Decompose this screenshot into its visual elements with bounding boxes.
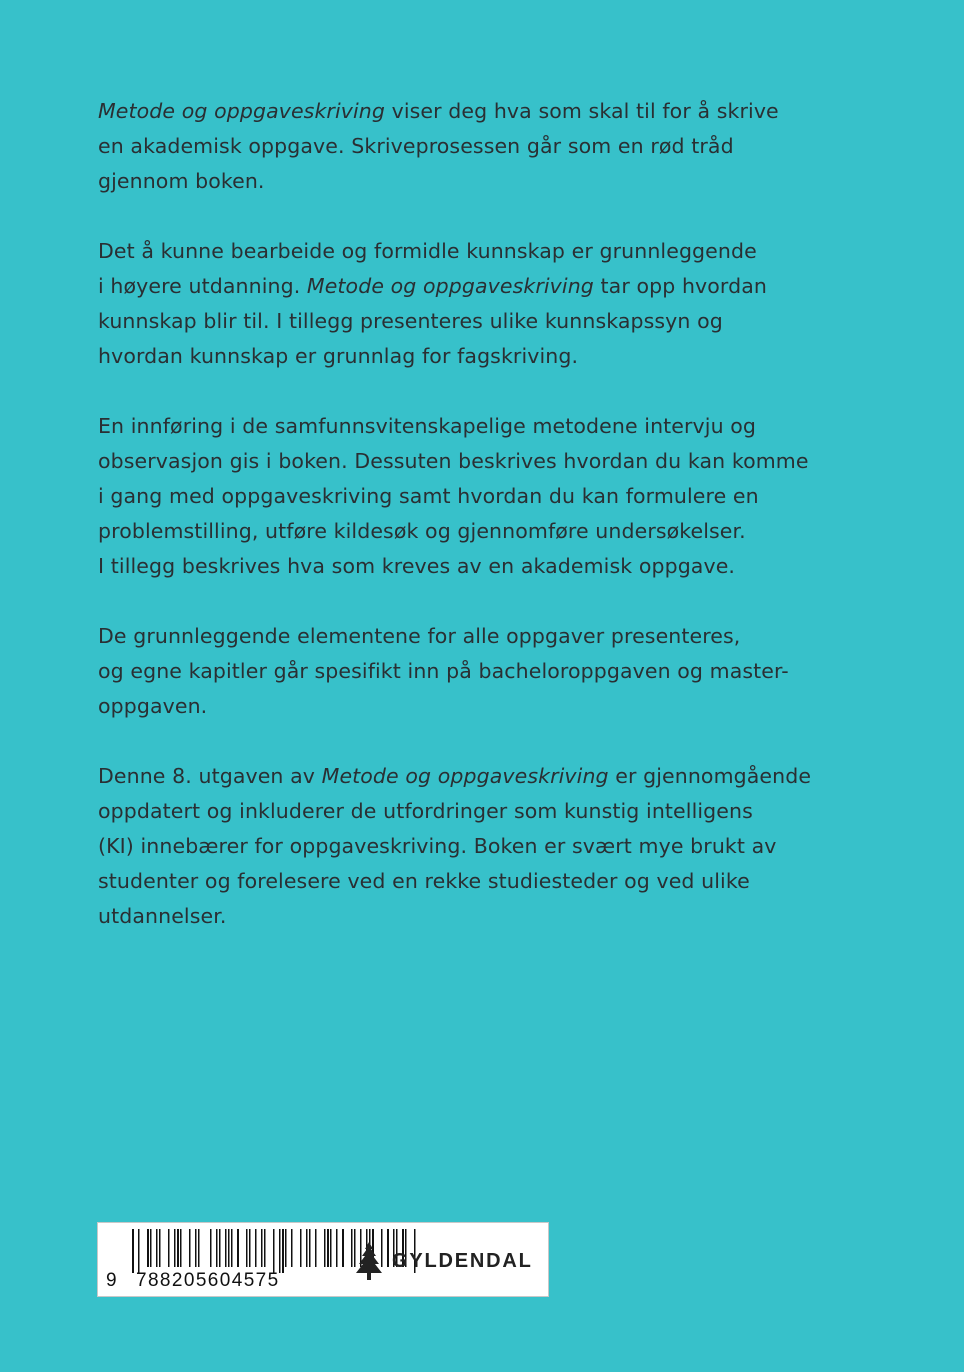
barcode-bar — [237, 1229, 239, 1267]
description-paragraph — [98, 234, 888, 374]
text-line — [98, 759, 888, 794]
barcode-bar — [309, 1229, 311, 1267]
barcode-bar — [279, 1229, 281, 1273]
barcode-bar — [246, 1229, 248, 1267]
isbn-first-digit: 9 — [106, 1270, 117, 1291]
barcode-bar — [195, 1229, 197, 1267]
barcode-bar — [336, 1229, 338, 1267]
description-paragraph — [98, 619, 888, 724]
text-segment: Denne 8. utgaven av — [98, 764, 322, 788]
book-title-italic: Metode og oppgaveskriving — [306, 274, 594, 298]
text-line — [98, 234, 888, 269]
barcode-bar — [159, 1229, 161, 1267]
barcode-bar — [138, 1229, 140, 1273]
text-line — [98, 549, 888, 584]
text-line — [98, 94, 888, 129]
book-title-italic: Metode og oppgaveskriving — [98, 99, 385, 123]
text-line — [98, 444, 888, 479]
text-segment: observasjon gis i boken. Dessuten beskrives hvordan du kan komme — [98, 449, 809, 473]
publisher-name: GYLDENDAL — [392, 1249, 533, 1272]
barcode-bar — [168, 1229, 170, 1267]
barcode-bar — [177, 1229, 179, 1267]
barcode-bar — [300, 1229, 302, 1267]
text-segment: oppdatert og inkluderer de utfordringer som kunstig intelligens — [98, 799, 753, 823]
text-line — [98, 269, 888, 304]
text-segment: oppgaven. — [98, 694, 208, 718]
description-paragraph — [98, 94, 888, 199]
text-segment: gjennom boken. — [98, 169, 265, 193]
text-segment: viser deg hva som skal til for å skrive — [385, 99, 779, 123]
text-segment: tar opp hvordan — [593, 274, 767, 298]
text-segment: er gjennomgående — [608, 764, 812, 788]
barcode-bar — [231, 1229, 233, 1267]
barcode-bar — [156, 1229, 158, 1267]
barcode-bar — [306, 1229, 308, 1267]
barcode-bar — [327, 1229, 329, 1267]
barcode-bar — [273, 1229, 275, 1273]
text-line — [98, 514, 888, 549]
barcode-bar — [189, 1229, 191, 1267]
barcode-bar — [225, 1229, 227, 1267]
text-line — [98, 689, 888, 724]
barcode-bar — [285, 1229, 287, 1267]
back-cover-text — [98, 94, 888, 969]
barcode-bar — [219, 1229, 221, 1267]
barcode-bar — [255, 1229, 257, 1267]
text-segment: Det å kunne bearbeide og formidle kunnskap er grunnleggende — [98, 239, 757, 263]
text-segment: En innføring i de samfunnsvitenskapelige metodene intervju og — [98, 414, 757, 438]
text-segment: I tillegg beskrives hva som kreves av en akademisk oppgave. — [98, 554, 736, 578]
barcode-bar — [198, 1229, 200, 1267]
text-line — [98, 654, 888, 689]
text-segment: i gang med oppgaveskriving samt hvordan du kan formulere en — [98, 484, 759, 508]
isbn-digits: 788205604575 — [136, 1270, 280, 1291]
book-title-italic: Metode og oppgaveskriving — [321, 764, 609, 788]
text-line — [98, 899, 888, 934]
barcode-bar — [132, 1229, 134, 1273]
description-paragraph — [98, 409, 888, 584]
text-line — [98, 304, 888, 339]
text-segment: en akademisk oppgave. Skriveprosessen går som en rød tråd — [98, 134, 734, 158]
barcode-bar — [261, 1229, 263, 1267]
barcode-bar — [150, 1229, 152, 1267]
text-line — [98, 864, 888, 899]
text-segment: kunnskap blir til. I tillegg presenteres ulike kunnskapssyn og — [98, 309, 723, 333]
barcode-bar — [216, 1229, 218, 1267]
barcode-bar — [282, 1229, 284, 1273]
text-segment: problemstilling, utføre kildesøk og gjennomføre undersøkelser. — [98, 519, 746, 543]
barcode-bar — [330, 1229, 332, 1267]
barcode-bar — [180, 1229, 182, 1267]
barcode-bar — [228, 1229, 230, 1267]
text-line — [98, 129, 888, 164]
barcode-bar — [210, 1229, 212, 1267]
text-line — [98, 619, 888, 654]
barcode-bar — [249, 1229, 251, 1267]
text-segment: og egne kapitler går spesifikt inn på bacheloroppgaven og master- — [98, 659, 789, 683]
text-line — [98, 829, 888, 864]
barcode-bar — [324, 1229, 326, 1267]
text-segment: studenter og forelesere ved en rekke studiesteder og ved ulike — [98, 869, 750, 893]
description-paragraph — [98, 759, 888, 934]
barcode-bar — [264, 1229, 266, 1267]
barcode-bar — [342, 1229, 344, 1267]
text-segment: De grunnleggende elementene for alle oppgaver presenteres, — [98, 624, 741, 648]
barcode-bar — [315, 1229, 317, 1267]
barcode-label — [97, 1222, 549, 1297]
barcode-bar — [291, 1229, 293, 1267]
text-line — [98, 794, 888, 829]
tree-icon — [354, 1241, 384, 1281]
barcode-bar — [147, 1229, 149, 1267]
barcode-bar — [174, 1229, 176, 1267]
barcode-bar — [351, 1229, 353, 1267]
text-segment: (KI) innebærer for oppgaveskriving. Boken er svært mye brukt av — [98, 834, 777, 858]
text-line — [98, 479, 888, 514]
text-line — [98, 409, 888, 444]
text-line — [98, 339, 888, 374]
text-segment: hvordan kunnskap er grunnlag for fagskriving. — [98, 344, 579, 368]
text-segment: i høyere utdanning. — [98, 274, 307, 298]
text-segment: utdannelser. — [98, 904, 227, 928]
text-line — [98, 164, 888, 199]
publisher-logo — [354, 1241, 533, 1281]
